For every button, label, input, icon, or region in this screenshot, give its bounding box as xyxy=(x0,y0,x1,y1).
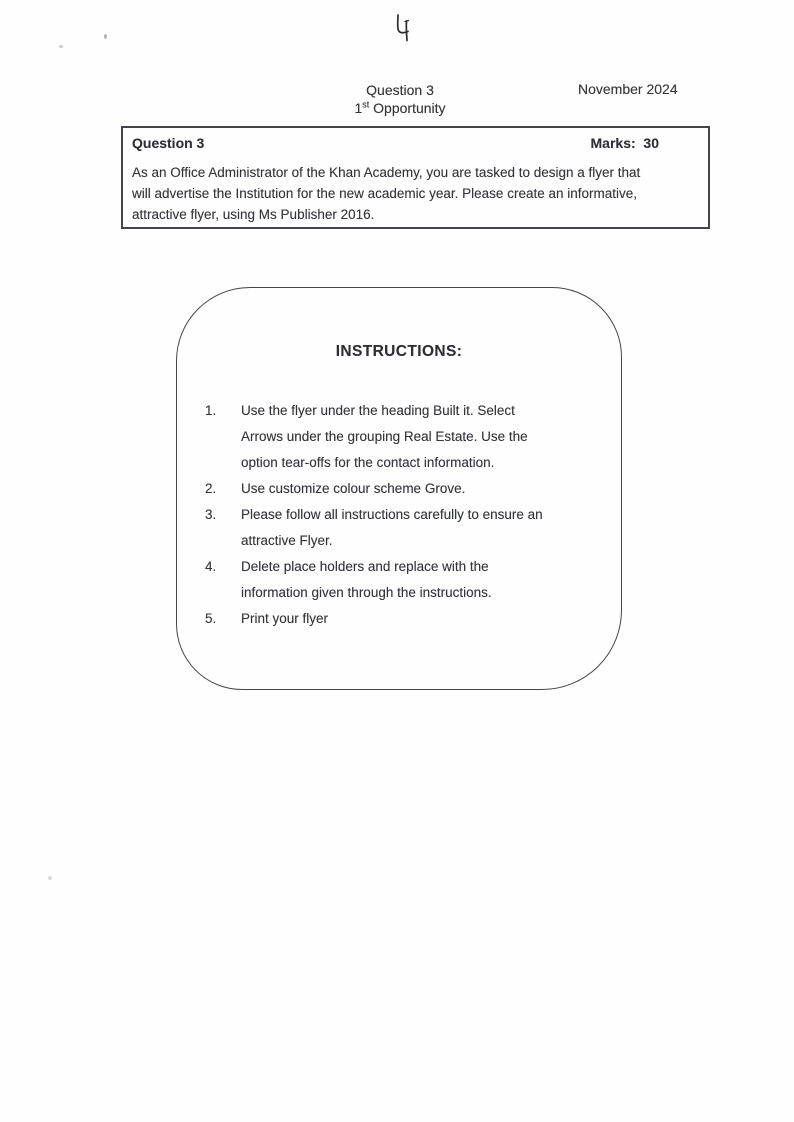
instruction-text xyxy=(241,554,597,606)
header-question-line: Question 3 xyxy=(366,82,434,98)
instruction-item xyxy=(205,398,597,476)
question-box-marks: Marks: 30 xyxy=(590,135,659,151)
instructions-panel xyxy=(176,287,622,690)
opportunity-label: Opportunity xyxy=(369,100,446,116)
text-line: information given through the instructions. xyxy=(241,585,492,600)
instruction-item xyxy=(205,476,597,502)
scan-speck xyxy=(104,34,107,39)
text-line: Please follow all instructions carefully to ensure an xyxy=(241,507,543,522)
instruction-number: 4. xyxy=(205,559,217,574)
instruction-text xyxy=(241,476,597,502)
instruction-number: 3. xyxy=(205,507,217,522)
text-line: attractive Flyer. xyxy=(241,533,333,548)
text-line: attractive flyer, using Ms Publisher 2016. xyxy=(132,207,375,222)
instruction-number: 5. xyxy=(205,611,217,626)
instruction-number: 1. xyxy=(205,403,217,418)
instruction-item xyxy=(205,554,597,606)
instruction-item xyxy=(205,502,597,554)
instruction-text xyxy=(241,502,597,554)
page-header-center xyxy=(280,81,520,117)
instruction-number: 2. xyxy=(205,481,217,496)
text-line: Use customize colour scheme Grove. xyxy=(241,481,466,496)
text-line: will advertise the Institution for the new academic year. Please create an informative, xyxy=(132,186,638,201)
header-date: November 2024 xyxy=(578,81,678,97)
text-line: As an Office Administrator of the Khan Academy, you are tasked to design a flyer that xyxy=(132,165,641,180)
question-box xyxy=(121,126,710,229)
opportunity-ordinal-suffix: st xyxy=(362,99,370,110)
handwritten-page-number xyxy=(391,12,417,48)
question-box-body xyxy=(132,162,707,225)
question-box-title: Question 3 xyxy=(132,135,205,151)
text-line: Delete place holders and replace with the xyxy=(241,559,489,574)
text-line: Use the flyer under the heading Built it. Select xyxy=(241,403,515,418)
instruction-text xyxy=(241,606,597,632)
text-line: Print your flyer xyxy=(241,611,329,626)
text-line: option tear-offs for the contact information. xyxy=(241,455,495,470)
header-opportunity-line xyxy=(280,99,520,117)
instruction-text xyxy=(241,398,597,476)
text-line: Arrows under the grouping Real Estate. Use the xyxy=(241,429,528,444)
instructions-title: INSTRUCTIONS: xyxy=(335,343,463,360)
scan-speck xyxy=(59,45,63,48)
opportunity-number: 1 xyxy=(354,100,363,116)
instruction-item xyxy=(205,606,597,632)
scan-speck xyxy=(48,876,52,880)
instructions-list xyxy=(205,398,597,632)
